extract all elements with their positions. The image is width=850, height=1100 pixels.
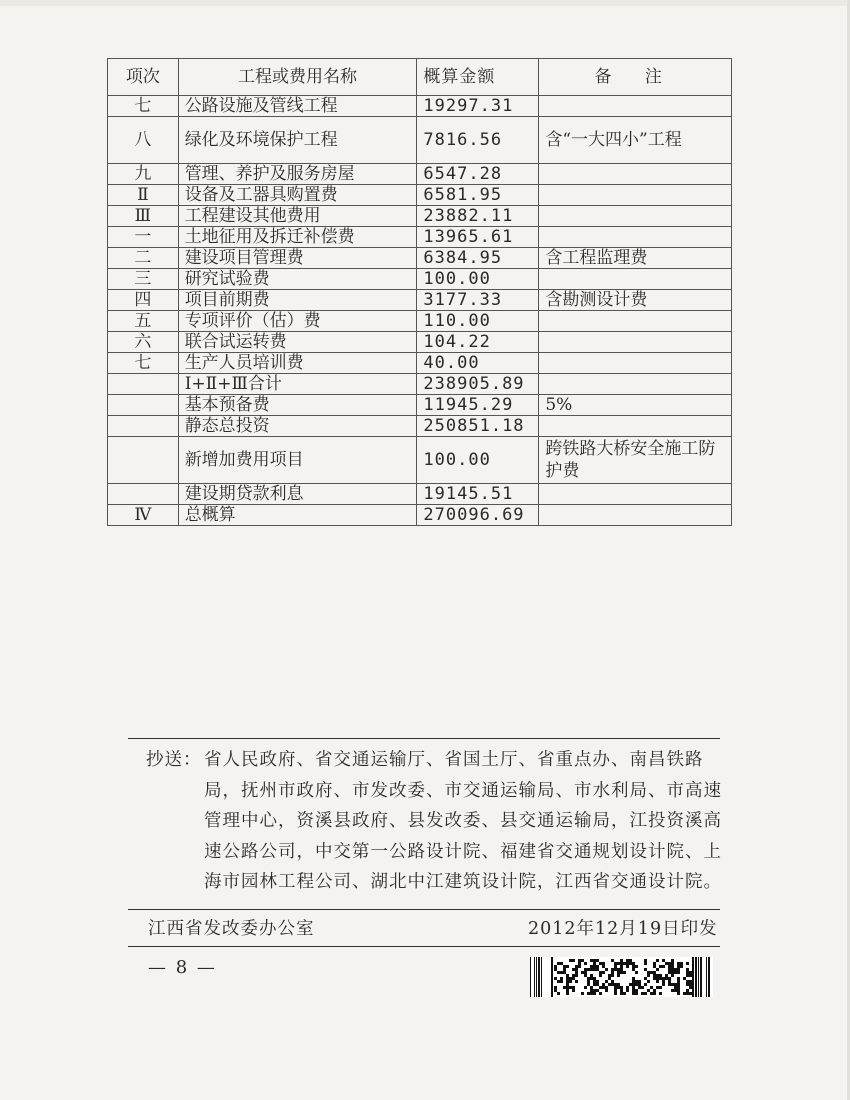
item-name: 研究试验费 [178, 269, 417, 290]
table-row [108, 269, 732, 290]
issuing-office: 江西省发改委办公室 [148, 919, 315, 939]
item-remarks: 5% [539, 395, 732, 416]
item-no: 五 [108, 311, 179, 332]
item-no: 九 [108, 164, 179, 185]
header-remarks: 备 注 [539, 59, 732, 96]
header-amount: 概算金额 [417, 59, 539, 96]
item-remarks [539, 416, 732, 437]
divider [128, 738, 720, 739]
table-row [108, 353, 732, 374]
item-remarks [539, 374, 732, 395]
page-number: — 8 — [148, 957, 217, 978]
header-item-name: 工程或费用名称 [178, 59, 417, 96]
item-amount: 100.00 [417, 437, 539, 484]
item-no [108, 484, 179, 505]
distribution-label: 抄送： [146, 750, 202, 770]
item-name: Ⅰ+Ⅱ+Ⅲ合计 [178, 374, 417, 395]
table-row [108, 290, 732, 311]
item-amount: 13965.61 [417, 227, 539, 248]
item-name: 土地征用及拆迁补偿费 [178, 227, 417, 248]
item-name: 设备及工器具购置费 [178, 185, 417, 206]
item-name: 总概算 [178, 505, 417, 526]
item-name: 管理、养护及服务房屋 [178, 164, 417, 185]
item-name: 公路设施及管线工程 [178, 96, 417, 117]
item-amount: 40.00 [417, 353, 539, 374]
item-amount: 6547.28 [417, 164, 539, 185]
table-row [108, 395, 732, 416]
item-no: 七 [108, 353, 179, 374]
item-amount: 6581.95 [417, 185, 539, 206]
item-no [108, 437, 179, 484]
table-row [108, 332, 732, 353]
divider [128, 946, 720, 947]
item-name: 工程建设其他费用 [178, 206, 417, 227]
issue-date: 2012年12月19日印发 [528, 919, 718, 939]
item-no: 七 [108, 96, 179, 117]
item-no: 三 [108, 269, 179, 290]
table-row [108, 416, 732, 437]
item-remarks [539, 505, 732, 526]
item-remarks [539, 206, 732, 227]
item-no: Ⅱ [108, 185, 179, 206]
divider [128, 909, 720, 910]
item-amount: 11945.29 [417, 395, 539, 416]
table-row [108, 437, 732, 484]
page-edge [0, 0, 850, 6]
item-amount: 104.22 [417, 332, 539, 353]
item-amount: 3177.33 [417, 290, 539, 311]
item-remarks [539, 185, 732, 206]
item-name: 基本预备费 [178, 395, 417, 416]
barcode-icon [530, 957, 713, 997]
item-name: 建设期贷款利息 [178, 484, 417, 505]
item-no: 四 [108, 290, 179, 311]
distribution-list [146, 745, 724, 898]
item-amount: 238905.89 [417, 374, 539, 395]
item-remarks [539, 96, 732, 117]
table-row [108, 374, 732, 395]
item-amount: 23882.11 [417, 206, 539, 227]
item-remarks: 跨铁路大桥安全施工防护费 [539, 437, 732, 484]
table-row [108, 96, 732, 117]
item-no: 六 [108, 332, 179, 353]
item-no: Ⅳ [108, 505, 179, 526]
item-name: 项目前期费 [178, 290, 417, 311]
table-row [108, 311, 732, 332]
item-name: 联合试运转费 [178, 332, 417, 353]
item-no: Ⅲ [108, 206, 179, 227]
item-amount: 250851.18 [417, 416, 539, 437]
item-no [108, 416, 179, 437]
item-amount: 110.00 [417, 311, 539, 332]
item-remarks [539, 332, 732, 353]
item-remarks: 含“一大四小”工程 [539, 117, 732, 164]
item-no: 八 [108, 117, 179, 164]
table-row [108, 164, 732, 185]
item-remarks [539, 164, 732, 185]
item-amount: 270096.69 [417, 505, 539, 526]
item-remarks [539, 484, 732, 505]
item-name: 新增加费用项目 [178, 437, 417, 484]
table-row [108, 206, 732, 227]
item-no [108, 395, 179, 416]
table-row [108, 227, 732, 248]
table-row [108, 117, 732, 164]
item-amount: 6384.95 [417, 248, 539, 269]
table-row [108, 248, 732, 269]
header-item-no: 项次 [108, 59, 179, 96]
item-no: 一 [108, 227, 179, 248]
table-body [108, 96, 732, 526]
item-name: 静态总投资 [178, 416, 417, 437]
item-remarks [539, 311, 732, 332]
table-row [108, 505, 732, 526]
item-no: 二 [108, 248, 179, 269]
table-row [108, 185, 732, 206]
table-row [108, 484, 732, 505]
distribution-text: 省人民政府、省交通运输厅、省国土厅、省重点办、南昌铁路局，抚州市政府、市发改委、市交通运输局、市水利局、市高速管理中心，资溪县政府、县发改委、县交通运输局，江投资溪高速公路公司，中交第一公路设计院、福建省交通规划设计院、上海市园林工程公司、湖北中江建筑设计院，江西省交通设计院。 [204, 750, 722, 892]
item-name: 生产人员培训费 [178, 353, 417, 374]
item-remarks [539, 227, 732, 248]
item-amount: 19297.31 [417, 96, 539, 117]
budget-table [107, 58, 732, 526]
item-name: 专项评价（估）费 [178, 311, 417, 332]
item-remarks [539, 269, 732, 290]
item-no [108, 374, 179, 395]
item-name: 建设项目管理费 [178, 248, 417, 269]
item-remarks: 含工程监理费 [539, 248, 732, 269]
item-name: 绿化及环境保护工程 [178, 117, 417, 164]
item-remarks: 含勘测设计费 [539, 290, 732, 311]
item-amount: 100.00 [417, 269, 539, 290]
table-header-row [108, 59, 732, 96]
item-amount: 7816.56 [417, 117, 539, 164]
item-amount: 19145.51 [417, 484, 539, 505]
item-remarks [539, 353, 732, 374]
